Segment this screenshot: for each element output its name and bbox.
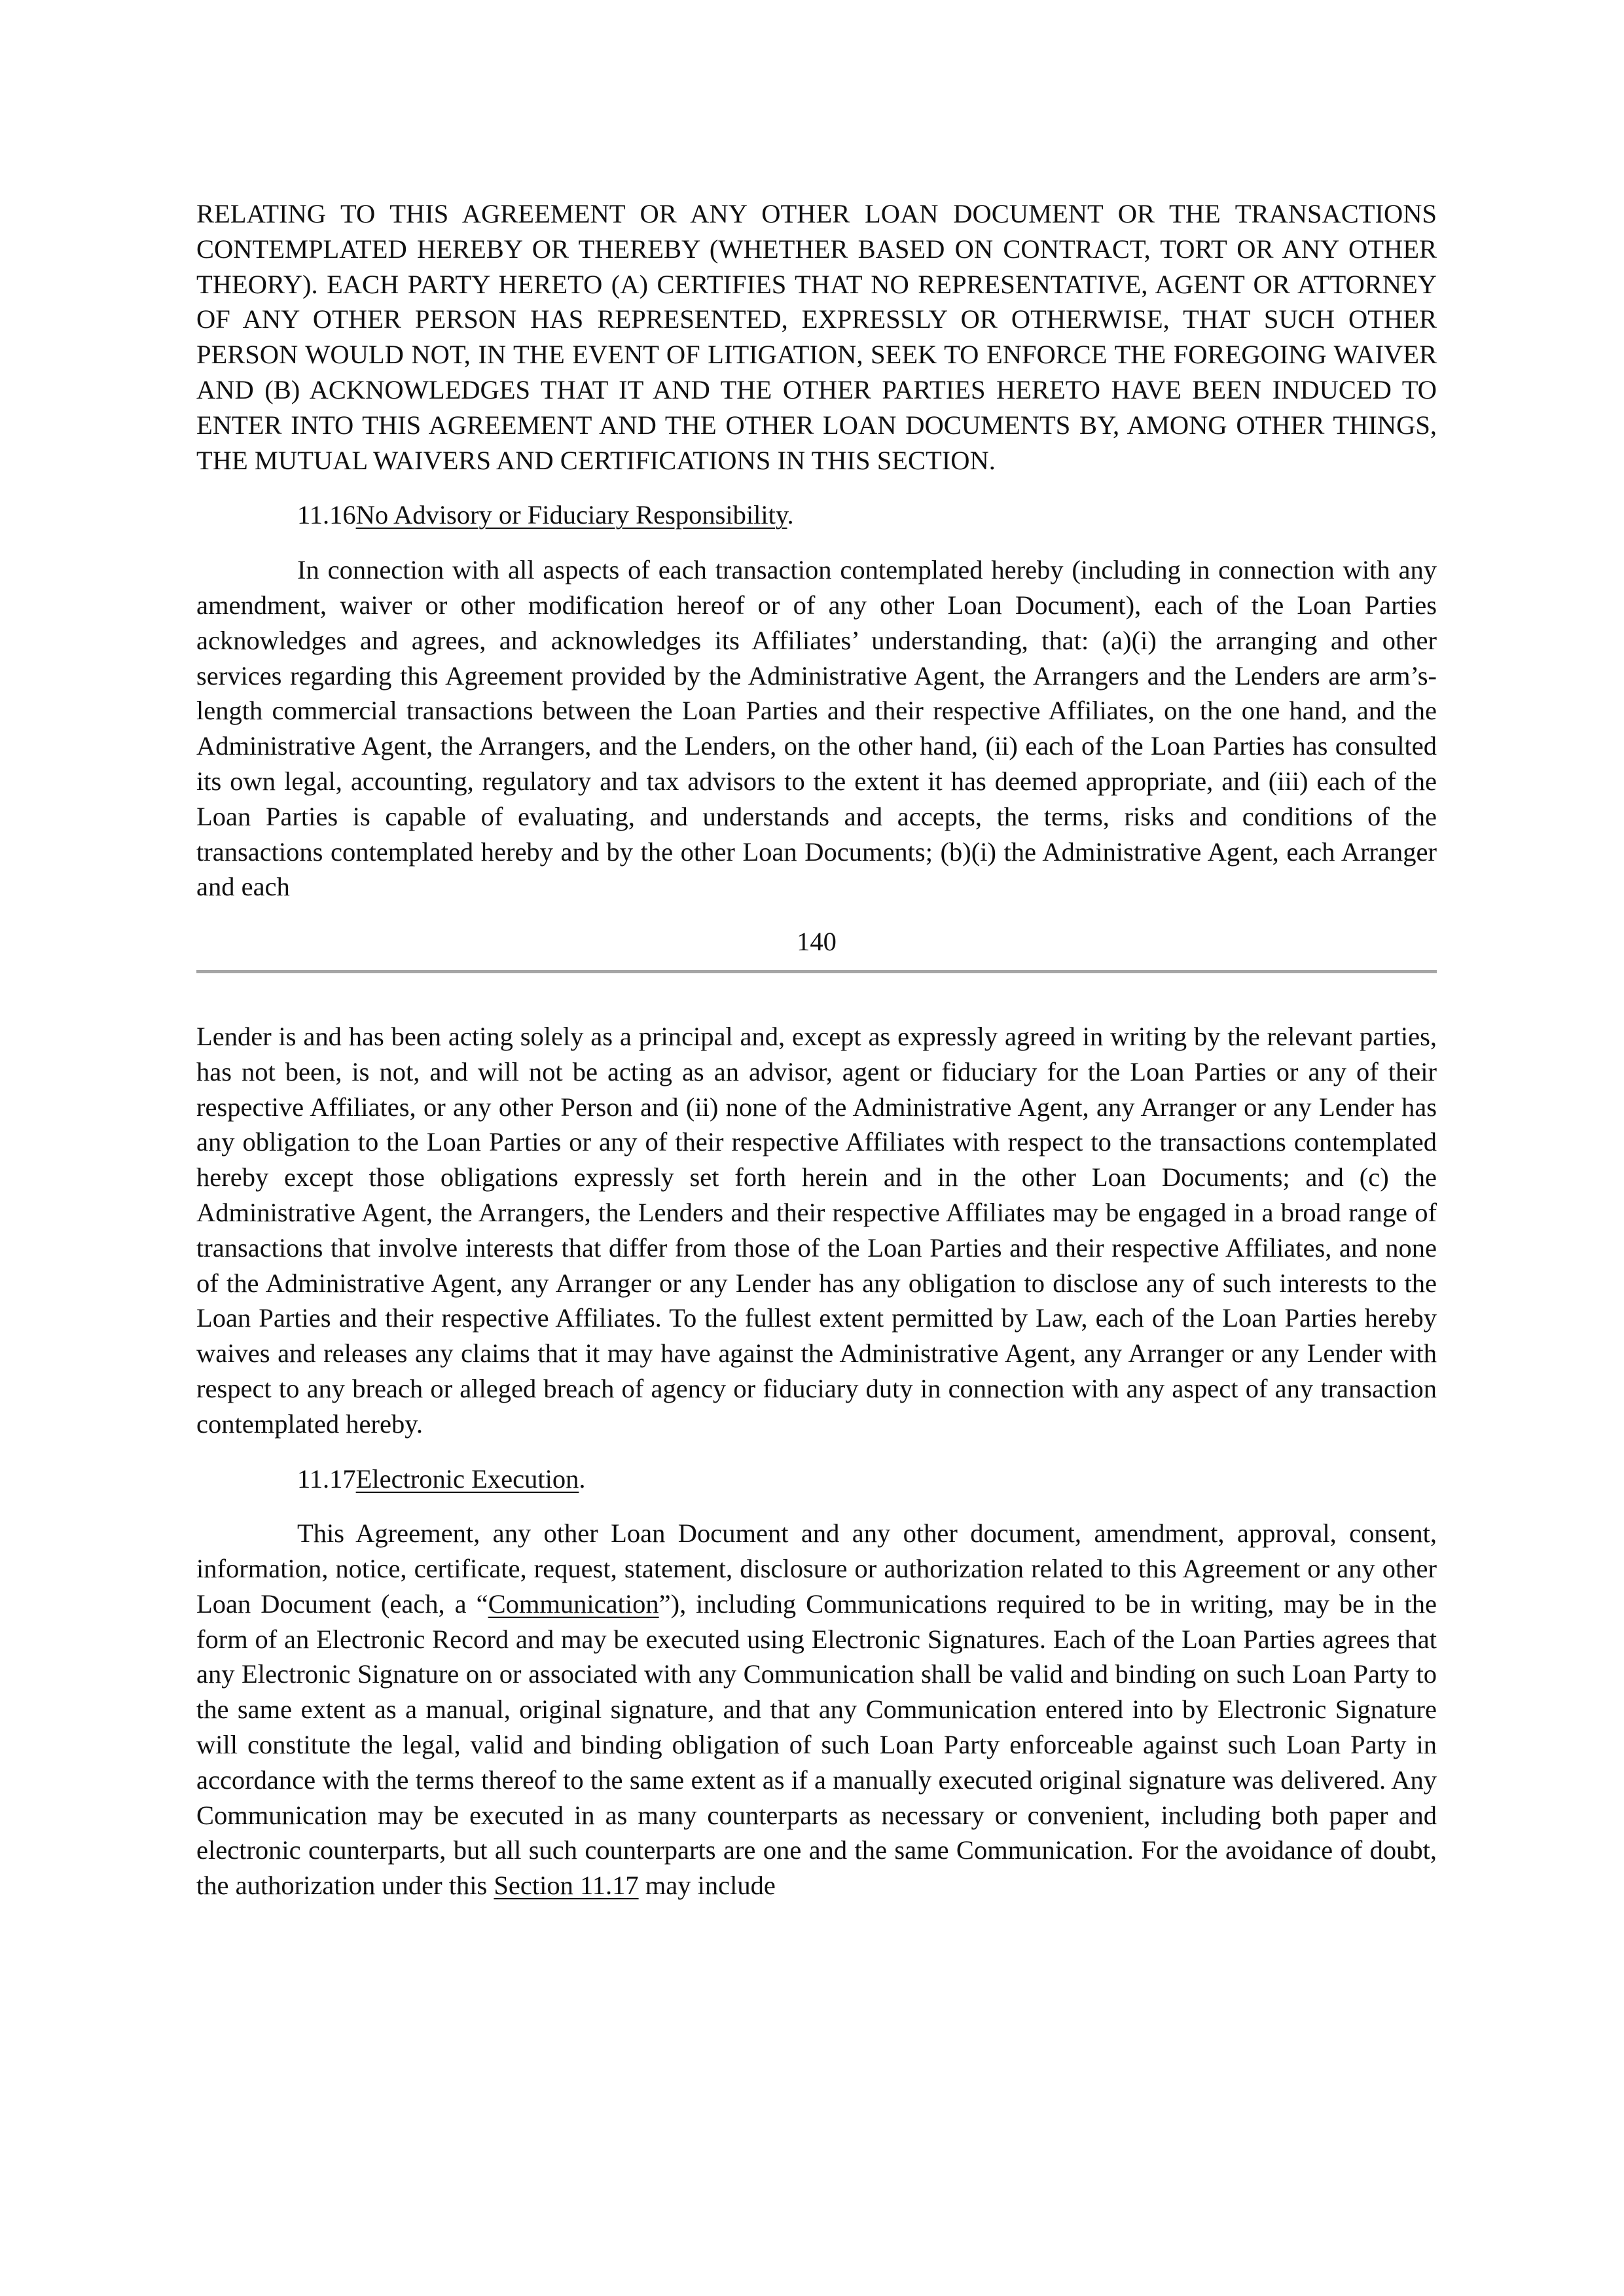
section-title-period: . bbox=[579, 1463, 586, 1494]
section-number: 11.16 bbox=[297, 500, 356, 530]
section-number: 11.17 bbox=[297, 1463, 356, 1494]
paragraph-text: ”), including Communications required to be in writing, may be in the form of an Electronic Record and may be executed using Electronic Signatures. Each of the Loan Parties agrees that any Electronic Signature on or associated with any Communication shall be valid and binding on such Loan Party to the same extent as a manual, original signature, and that any Communication entered into by Electronic Signature will constitute the legal, valid and binding obligation of such Loan Party enforceable against such Loan Party in accordance with the terms thereof to the same extent as if a manually executed original signature was delivered. Any Communication may be executed in as many counterparts as necessary or convenient, including both paper and electronic counterparts, but all such counterparts are one and the same Communication. For the avoidance of doubt, the authorization under this bbox=[196, 1588, 1437, 1901]
section-title-period: . bbox=[787, 500, 794, 530]
document-page bbox=[196, 196, 1437, 1903]
advisory-paragraph: In connection with all aspects of each transaction contemplated hereby (including in connection with any amendment, waiver or other modification hereof or of any other Loan Document), each of the Loan Parties acknowledges and agrees, and acknowledges its Affiliates’ understanding, that: (a)(i) the arranging and other services regarding this Agreement provided by the Administrative Agent, the Arrangers and the Lenders are arm’s-length commercial transactions between the Loan Parties and their respective Affiliates, on the one hand, and the Administrative Agent, the Arrangers, and the Lenders, on the other hand, (ii) each of the Loan Parties has consulted its own legal, accounting, regulatory and tax advisors to the extent it has deemed appropriate, and (iii) each of the Loan Parties is capable of evaluating, and understands and accepts, the terms, risks and conditions of the transactions contemplated hereby and by the other Loan Documents; (b)(i) the Administrative Agent, each Arranger and each bbox=[196, 555, 1437, 902]
section-title: No Advisory or Fiduciary Responsibility bbox=[355, 500, 787, 530]
waiver-paragraph-continued: RELATING TO THIS AGREEMENT OR ANY OTHER LOAN DOCUMENT OR THE TRANSACTIONS CONTEMPLATED HEREBY OR THEREBY (WHETHER BASED ON CONTRACT, TORT OR ANY OTHER THEORY). EACH PARTY HERETO (A) CERTIFIES THAT NO REPRESENTATIVE, AGENT OR ATTORNEY OF ANY OTHER PERSON HAS REPRESENTED, EXPRESSLY OR OTHERWISE, THAT SUCH OTHER PERSON WOULD NOT, IN THE EVENT OF LITIGATION, SEEK TO ENFORCE THE FOREGOING WAIVER AND (B) ACKNOWLEDGES THAT IT AND THE OTHER PARTIES HERETO HAVE BEEN INDUCED TO ENTER INTO THIS AGREEMENT AND THE OTHER LOAN DOCUMENTS BY, AMONG OTHER THINGS, THE MUTUAL WAIVERS AND CERTIFICATIONS IN THIS SECTION. bbox=[196, 199, 1437, 475]
defined-term-communication: Communication bbox=[488, 1588, 659, 1619]
paragraph-text: This Agreement, any other Loan Document and any other document, amendment, approval, consent, information, notice, certificate, request, statement, disclosure or authorization related to this Agreement or any other Loan Document (each, a “ bbox=[196, 1518, 1437, 1619]
electronic-execution-paragraph bbox=[196, 1516, 1437, 1903]
page-number: 140 bbox=[797, 927, 837, 957]
paragraph-text: may include bbox=[638, 1871, 776, 1901]
section-11-16-heading bbox=[196, 497, 1437, 533]
section-title: Electronic Execution bbox=[355, 1463, 579, 1494]
advisory-paragraph-continued: Lender is and has been acting solely as a principal and, except as expressly agreed in writing by the relevant parties, has not been, is not, and will not be acting as an advisor, agent or fiduciary for the Loan Parties or any of their respective Affiliates, or any other Person and (ii) none of the Administrative Agent, any Arranger or any Lender has any obligation to the Loan Parties or any of their respective Affiliates with respect to the transactions contemplated hereby except those obligations expressly set forth herein and in the other Loan Documents; and (c) the Administrative Agent, the Arrangers, the Lenders and their respective Affiliates may be engaged in a broad range of transactions that involve interests that differ from those of the Loan Parties and their respective Affiliates, and none of the Administrative Agent, any Arranger or any Lender has any obligation to disclose any of such interests to the Loan Parties and their respective Affiliates. To the fullest extent permitted by Law, each of the Loan Parties hereby waives and releases any claims that it may have against the Administrative Agent, any Arranger or any Lender with respect to any breach or alleged breach of agency or fiduciary duty in connection with any aspect of any transaction contemplated hereby. bbox=[196, 1021, 1437, 1439]
section-11-17-heading bbox=[196, 1462, 1437, 1497]
section-cross-reference: Section 11.17 bbox=[494, 1871, 639, 1901]
